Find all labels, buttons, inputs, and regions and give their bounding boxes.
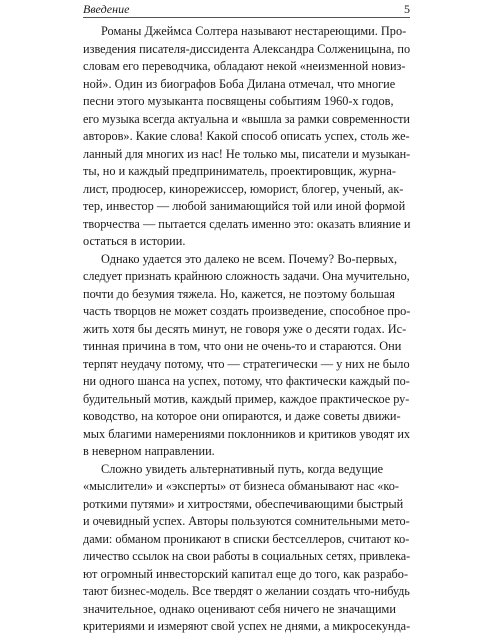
section-title: Введение <box>83 2 130 16</box>
text-line: его музыка всегда актуальна и «вышла за рамки современности <box>83 111 410 126</box>
text-line: в неверном направлении. <box>83 444 215 458</box>
text-line: почти до безумия тяжела. Но, кажется, не поэтому большая <box>83 286 395 301</box>
paragraph <box>83 251 410 461</box>
text-line: терпят неудачу потому, что — стратегически — у них не было <box>83 356 410 371</box>
text-line: критериями и измеряют свой успех не днями, а микросекунда- <box>83 619 411 633</box>
text-line: Однако удается это далеко не всем. Почему? Во-первых, <box>101 251 398 266</box>
text-line: следует признать крайнюю сложность задачи. Она мучительно, <box>83 269 410 283</box>
text-line: ты, но и каждый предприниматель, проектировщик, журна- <box>83 164 396 178</box>
text-line: тинная причина в том, что они не очень-то и стараются. Они <box>83 339 402 353</box>
text-line: роткими путями» и хитростями, обеспечивающими быстрый <box>83 496 404 511</box>
page-number: 5 <box>404 2 410 16</box>
text-line: лист, продюсер, кинорежиссер, юморист, блогер, ученый, ак- <box>83 181 404 196</box>
text-line: жить хотя бы десять минут, не говоря уже о десяти годах. Ис- <box>83 321 407 336</box>
running-header <box>83 2 410 18</box>
text-line: словам его переводчика, обладают некой «неизменной новиз- <box>83 59 406 73</box>
text-line: ют огромный инвесторский капитал еще до того, как разрабо- <box>83 566 409 581</box>
text-line: личество ссылок на свои работы в социальных сетях, привлека- <box>83 549 411 563</box>
header-rule <box>83 17 410 18</box>
text-line: ланный для многих из нас! Не только мы, писатели и музыкан- <box>83 146 411 161</box>
text-line: тер, инвестор — любой занимающийся той или иной формой <box>83 199 406 213</box>
text-line: тают бизнес-модель. Все твердят о желании создать что-нибудь <box>83 584 410 598</box>
text-line: значительное, однако оценивают себя ничего не значащими <box>83 601 396 616</box>
text-line: Романы Джеймса Солтера называют нестареющими. Про- <box>101 24 407 38</box>
text-line: ной». Один из биографов Боба Дилана отмечал, что многие <box>83 76 396 91</box>
text-line: мых благими намерениями поклонников и критиков уводят их <box>83 426 411 441</box>
text-line: и очевидный успех. Авторы пользуются сомнительными мето- <box>83 514 410 528</box>
text-line: ководство, на которое они опираются, и даже советы движи- <box>83 409 401 423</box>
paragraph <box>83 23 410 251</box>
paragraph <box>83 461 410 636</box>
text-line: остаться в истории. <box>83 234 186 248</box>
text-line: Сложно увидеть альтернативный путь, когда ведущие <box>101 461 384 476</box>
text-line: песни этого музыканта посвящены событиям 1960-х годов, <box>83 94 394 108</box>
text-line: дами: обманом проникают в списки бестселлеров, считают ко- <box>83 531 410 546</box>
text-line: ни одного шанса на успех, потому, что фактически каждый по- <box>83 374 410 388</box>
body-text <box>83 23 410 636</box>
text-line: часть творцов не может создать произведение, способное про- <box>83 304 411 318</box>
text-line: авторов». Какие слова! Какой способ описать успех, столь же- <box>83 129 410 143</box>
text-line: творчества — пытается сделать именно это: оказать влияние и <box>83 216 411 231</box>
text-line: изведения писателя-диссидента Александра Солженицына, по <box>83 41 411 56</box>
text-line: «мыслители» и «эксперты» от бизнеса обманывают нас «ко- <box>83 479 400 493</box>
text-line: будительный мотив, каждый пример, каждое практическое ру- <box>83 391 410 406</box>
